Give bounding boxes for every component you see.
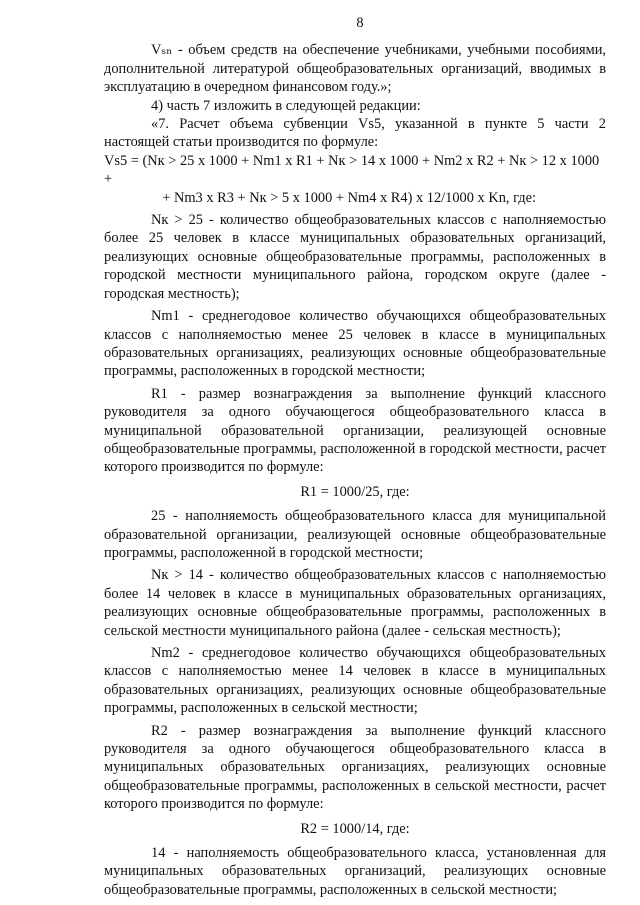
paragraph-vsn-definition: Vₛₙ - объем средств на обеспечение учебниками, учебными пособиями, дополнительной литературой общеобразовательных организаций, вводимых в эксплуатацию в очередном финансовом году.»; (104, 42, 606, 96)
paragraph-subvention-calc: «7. Расчет объема субвенции Vs5, указанной в пункте 5 части 2 настоящей статьи производится по формуле: (104, 116, 606, 151)
paragraph-r1-definition: R1 - размер вознаграждения за выполнение функций классного руководителя за одного обучающегося общеобразовательного класса в муниципальной образовательной организации, реализующей основные общеобразовательные программы, расположенной в городской местности, расчет которого производится по формуле: (104, 385, 606, 476)
paragraph-nm1-definition: Nm1 - среднегодовое количество обучающихся общеобразовательных классов с наполняемостью менее 25 человек в классе в муниципальных образовательных организациях, реализующих основные общеобразовательные программы, расположенных в городской местности; (104, 308, 606, 380)
formula-vs5-line-2: + Nm3 x R3 + Nк > 5 x 1000 + Nm4 x R4) x 12/1000 x Kn, где: (162, 189, 536, 206)
paragraph-14-definition: 14 - наполняемость общеобразовательного класса, установленная для муниципальных образовательных организаций, реализующих основные общеобразовательные программы, расположенных в сельской местности; (104, 845, 606, 898)
paragraph-nm2-definition: Nm2 - среднегодовое количество обучающихся общеобразовательных классов с наполняемостью менее 14 человек в классе в муниципальных образовательных организациях, реализующих основные общеобразовательные программы, расположенных в сельской местности; (104, 645, 606, 717)
formula-r2: R2 = 1000/14, где: (300, 820, 410, 837)
formula-vs5-line-1: Vs5 = (Nк > 25 x 1000 + Nm1 x R1 + Nк > 14 x 1000 + Nm2 x R2 + Nк > 12 x 1000 + (104, 152, 600, 188)
paragraph-nk14-definition: Nк > 14 - количество общеобразовательных классов с наполняемостью более 14 человек в классе в муниципальных образовательных организациях, реализующих основные общеобразовательные программы, расположенных в сельской местности муниципального района (далее - сельская местность); (104, 567, 606, 639)
formula-r1: R1 = 1000/25, где: (300, 483, 410, 500)
paragraph-nk25-definition: Nк > 25 - количество общеобразовательных классов с наполняемостью более 25 человек в классе муниципальных образовательных организаций, реализующих основные общеобразовательные программы, расположенных в городской местности муниципального района, городском округе (далее - городская местность); (104, 212, 606, 302)
paragraph-part-7-intro: 4) часть 7 изложить в следующей редакции: (151, 97, 421, 114)
paragraph-r2-definition: R2 - размер вознаграждения за выполнение функций классного руководителя за одного обучающегося общеобразовательного класса в муниципальных образовательных организациях, реализующих основные общеобразовательные программы, расположенных в сельской местности, расчет которого производится по формуле: (104, 722, 606, 813)
page-number: 8 (356, 15, 364, 31)
paragraph-25-definition: 25 - наполняемость общеобразовательного класса для муниципальной образовательной организации, реализующей основные общеобразовательные программы, расположенной в городской местности; (104, 508, 606, 561)
